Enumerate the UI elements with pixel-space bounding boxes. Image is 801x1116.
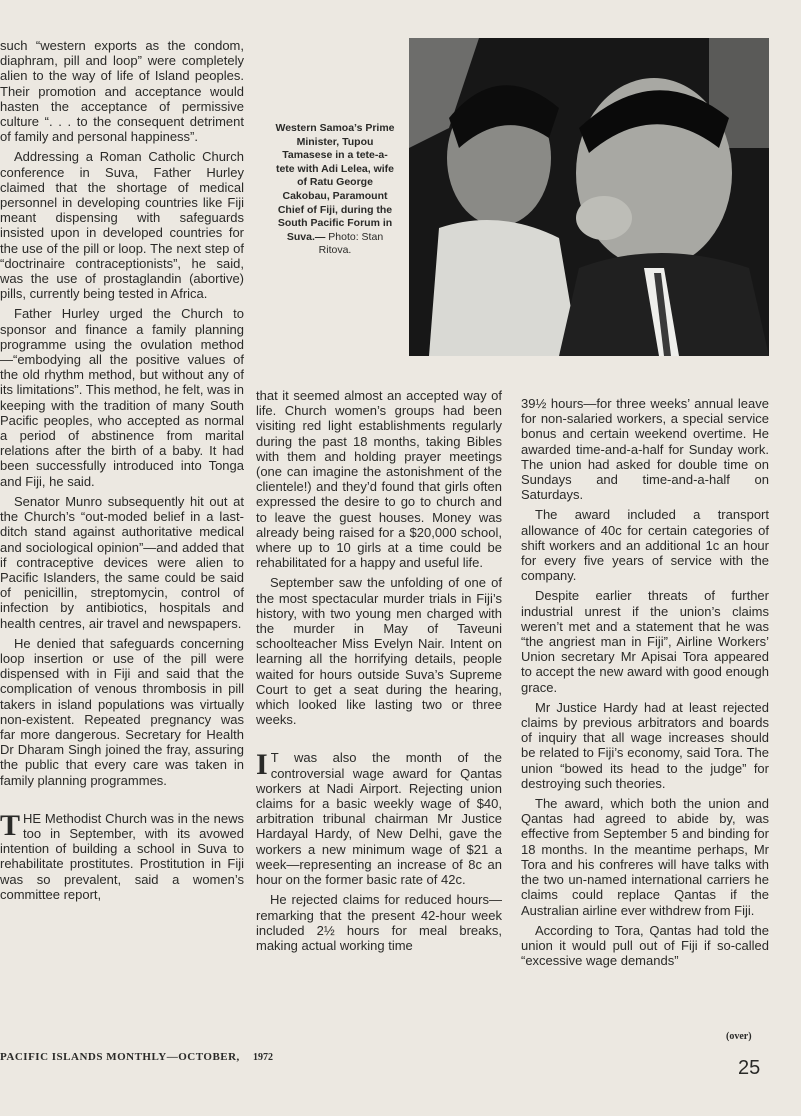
paragraph: such “western exports as the condom, diaphram, pill and loop” were completely alien to the way of life of Island peoples. Their promotion and acceptance would hasten the acceptance of permissive culture “. . . to the consequent detriment of family and personal happiness”.	[0, 38, 244, 145]
section-text: T was also the month of the controversial wage award for Qantas workers at Nadi Airport. Rejecting union claims for a basic weekly wage of $40, arbitration tribunal chairman Mr Justice Hardayal Hardy, of New Delhi, gave the workers a new minimum wage of $21 a week—representing an increase of 8c an hour on the former basic rate of 42c.	[256, 750, 502, 888]
page-number: 25	[738, 1057, 761, 1079]
paragraph: Addressing a Roman Catholic Church conference in Suva, Father Hurley claimed that the shortage of medical personnel in developing countries like Fiji meant dispensing with safeguards insisted upon in developed countries for the use of the pill or loop. The next step of “doctrinaire contraceptionists”, he said, was the use of prostaglandin (abortive) pills, currently being tested in Africa.	[0, 149, 244, 302]
photo-credit: Photo: Stan Ritova.	[318, 230, 384, 257]
paragraph: According to Tora, Qantas had told the union it would pull out of Fiji if so-called “excessive wage demands”	[521, 922, 769, 969]
publication-footer: PACIFIC ISLANDS MONTHLY—OCTOBER,	[0, 1051, 240, 1063]
photo-image	[409, 38, 769, 356]
caption-text: Western Samoa’s Prime Minister, Tupou Tamasese in a tete-a-tete with Adi Lelea, wife of Ratu George Cakobau, Paramount Chief of Fiji, during the South Pacific Forum in Suva.—	[275, 122, 395, 243]
paragraph: The award, which both the union and Qantas had agreed to abide by, was effective from September 5 and binding for 18 months. In the meantime perhaps, Mr Tora and his confreres will have talks with the two un-named international carriers he claims could replace Qantas if the Australian airline ever withdrew from Fiji.	[521, 796, 769, 918]
paragraph: He denied that safeguards concerning loop insertion or use of the pill were dispensed with in Fiji and said that the complication of venous thrombosis in pill takers in island populations was virtually non-existent. Repeated pregnancy was far more dangerous. Secretary for Health Dr Dharam Singh joined the fray, assuring the public that every care was taken in family planning programmes.	[0, 635, 244, 788]
paragraph: Father Hurley urged the Church to sponsor and finance a family planning programme using the ovulation method—“embodying all the positive values of the old rhythm method, but without any of its limitations”. This method, he felt, was in keeping with the tradition of many South Pacific peoples, who accepted as normal a period of abstinence from marital relations after the birth of a baby. It had been successfully introduced into Tonga and Fiji, he said.	[0, 306, 244, 489]
article-column-2	[256, 388, 502, 958]
paragraph: Senator Munro subsequently hit out at the Church’s “out-moded belief in a last-ditch stand against authoritative medical and sociological opinion”—and added that if contraceptive devices were alien to Pacific Islanders, the same could be said of penicillin, streptomycin, control of infection by antibiotics, hospitals and health centres, air travel and newspapers.	[0, 493, 244, 631]
paragraph: The award included a transport allowance of 40c for certain categories of shift workers and an additional 1c an hour for every five years of service with the company.	[521, 507, 769, 584]
paragraph: 39½ hours—for three weeks’ annual leave for non-salaried workers, a special service bonus and certain weekend overtime. He awarded time-and-a-half for Sunday work. The union had asked for double time on Sundays and time-and-a-half on Saturdays.	[521, 396, 769, 503]
drop-cap: I	[256, 748, 268, 782]
article-column-3	[521, 396, 769, 973]
news-photo	[409, 38, 769, 356]
photo-caption	[274, 122, 396, 258]
section-paragraph	[256, 750, 502, 887]
publication-year: 1972	[253, 1052, 273, 1063]
paragraph: September saw the unfolding of one of the most spectacular murder trials in Fiji’s history, with two young men charged with the murder in May of Taveuni schoolteacher Miss Evelyn Nair. Intent on learning all the horrifying details, people waited for hours outside Suva’s Supreme Court to get a seat during the hearing, which looked like lasting two or three weeks.	[256, 575, 502, 728]
section-paragraph	[0, 808, 244, 902]
section-text: HE Methodist Church was in the news too in September, with its avowed intention of building a school in Suva to rehabilitate prostitutes. Prostitution in Fiji was so prevalent, said a women’s committee report,	[0, 810, 244, 902]
article-column-1	[0, 38, 244, 907]
drop-cap: T	[0, 808, 21, 842]
paragraph: Mr Justice Hardy had at least rejected claims by previous arbitrators and boards of inquiry that all wage increases should be related to Fiji’s economy, said Tora. The union “bowed its head to the judge” for destroying such theories.	[521, 699, 769, 791]
continued-marker: (over)	[726, 1031, 752, 1042]
paragraph: that it seemed almost an accepted way of life. Church women’s groups had been visiting red light establishments regularly during the past 18 months, taking Bibles with them and holding prayer meetings (one can imagine the astonishment of the clientele!) and they’d found that girls often expressed the desire to go to church and to leave the guest houses. Money was already being raised for a $20,000 school, where up to 10 girls at a time could be rehabilitated for a happy and useful life.	[256, 388, 502, 571]
paragraph: He rejected claims for reduced hours—remarking that the present 42-hour week included 2½ hours for meal breaks, making actual working time	[256, 892, 502, 953]
paragraph: Despite earlier threats of further industrial unrest if the union’s claims weren’t met and a statement that he was “the angriest man in Fiji”, Airline Workers’ Union secretary Mr Apisai Tora appeared to accept the new award with good enough grace.	[521, 588, 769, 695]
